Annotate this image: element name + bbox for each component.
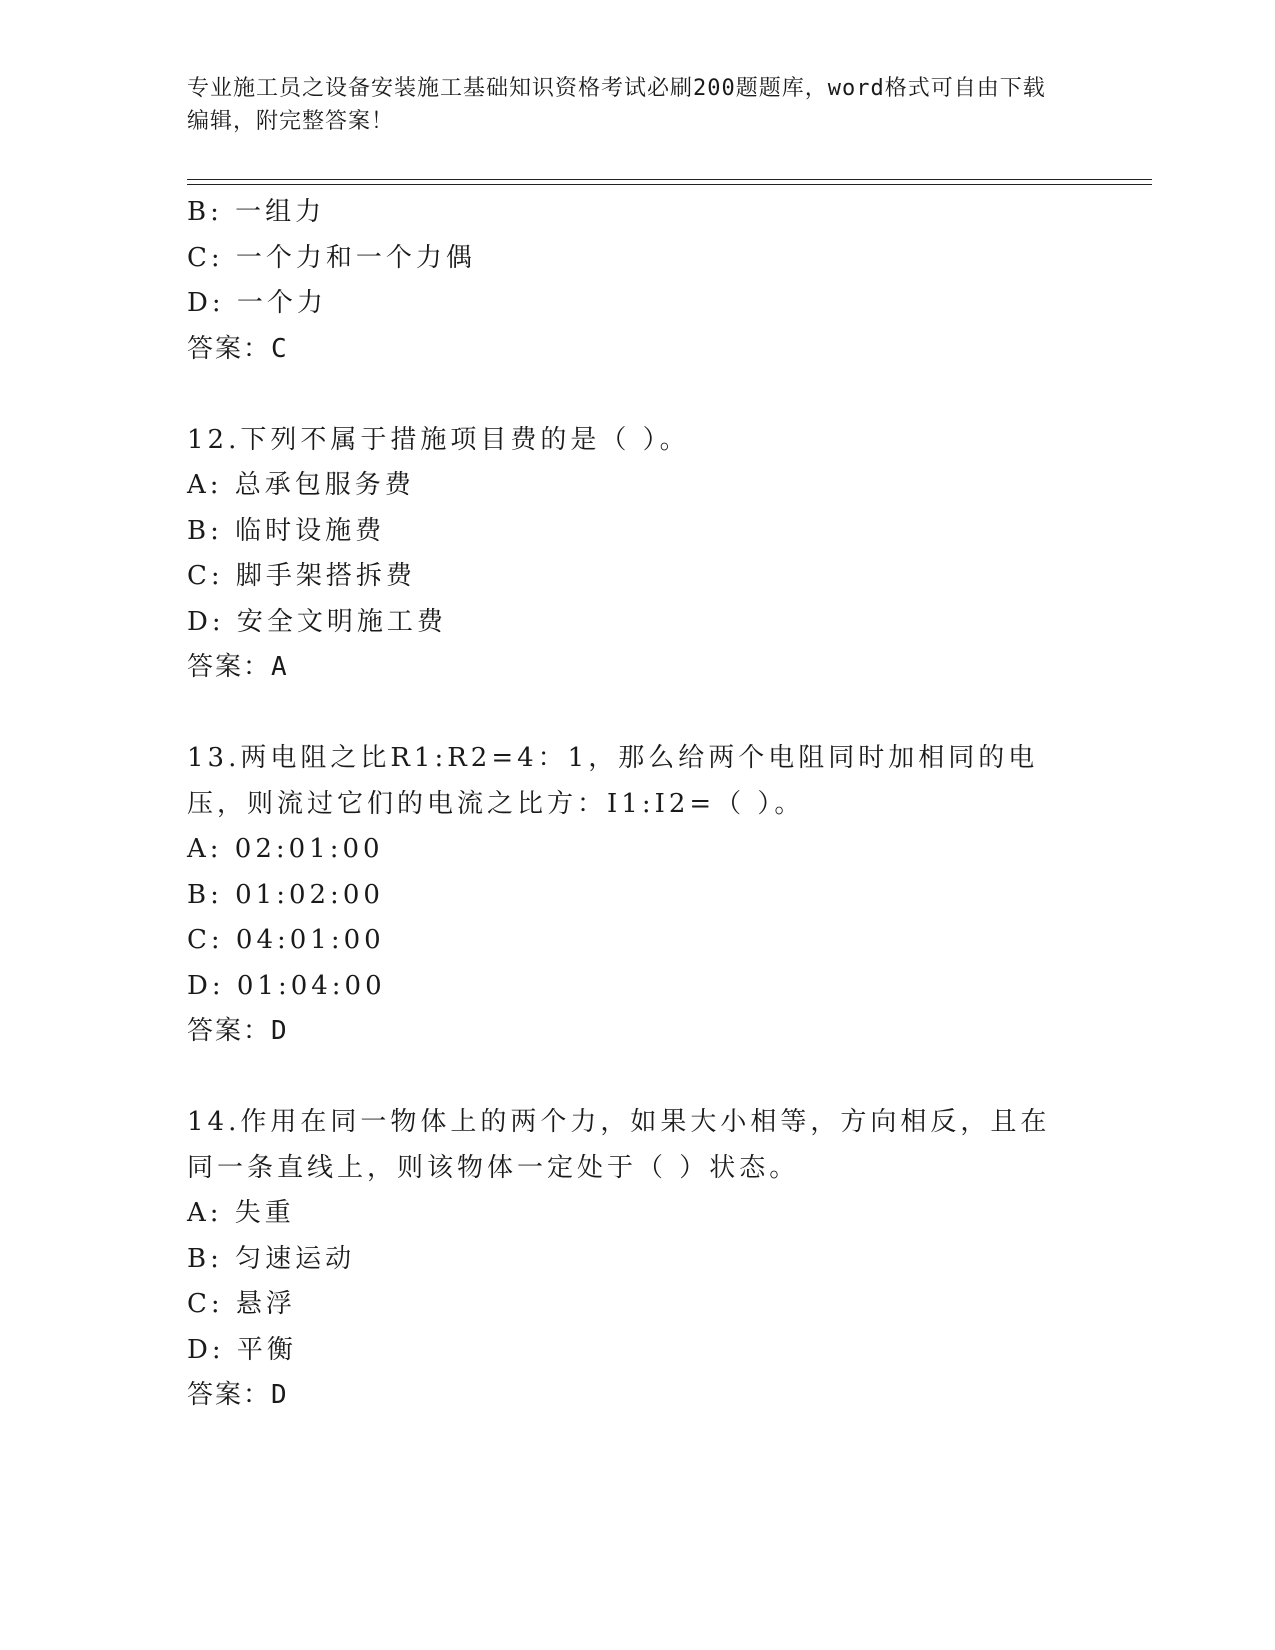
- option-c: C: 一个力和一个力偶: [187, 242, 476, 273]
- question-14: [187, 1100, 1087, 1419]
- question-13: [187, 736, 1087, 1055]
- answer-line: 答案：C: [187, 333, 289, 364]
- option-d: D: 一个力: [187, 288, 327, 318]
- option-d: D: 平衡: [187, 1334, 297, 1365]
- question-12: [187, 418, 1087, 691]
- option-b: B: 临时设施费: [187, 515, 386, 546]
- header-divider-bottom: [187, 184, 1152, 185]
- spacer: [187, 372, 1087, 418]
- spacer: [187, 1055, 1087, 1101]
- question-list: [187, 190, 1087, 1419]
- answer-line: 答案：D: [187, 1016, 289, 1046]
- option-c: C: 04:01:00: [187, 925, 385, 955]
- document-title: 专业施工员之设备安装施工基础知识资格考试必刷200题题库，word格式可自由下载编辑，附完整答案！: [187, 76, 1046, 134]
- option-d: D: 安全文明施工费: [187, 606, 447, 637]
- option-d: D: 01:04:00: [187, 970, 386, 1001]
- question-11-fragment: [187, 190, 1087, 372]
- answer-line: 答案：D: [187, 1380, 289, 1410]
- option-a: A: 总承包服务费: [187, 470, 415, 500]
- option-a: A: 02:01:00: [187, 834, 384, 864]
- option-b: B: 一组力: [187, 197, 326, 227]
- answer-line: 答案：A: [187, 652, 289, 682]
- option-c: C: 脚手架搭拆费: [187, 561, 416, 591]
- option-c: C: 悬浮: [187, 1289, 296, 1319]
- option-b: B: 01:02:00: [187, 879, 384, 910]
- question-text: 14.作用在同一物体上的两个力，如果大小相等，方向相反，且在同一条直线上，则该物体一定处于（ ）状态。: [187, 1107, 1051, 1183]
- spacer: [187, 691, 1087, 737]
- question-text: 13.两电阻之比R1:R2=4：1，那么给两个电阻同时加相同的电压，则流过它们的电流之比方：I1:I2=（ ）。: [187, 743, 1039, 819]
- option-b: B: 匀速运动: [187, 1243, 356, 1274]
- question-text: 12.下列不属于措施项目费的是（ ）。: [187, 424, 690, 455]
- header-divider-top: [187, 179, 1152, 180]
- option-a: A: 失重: [187, 1198, 295, 1228]
